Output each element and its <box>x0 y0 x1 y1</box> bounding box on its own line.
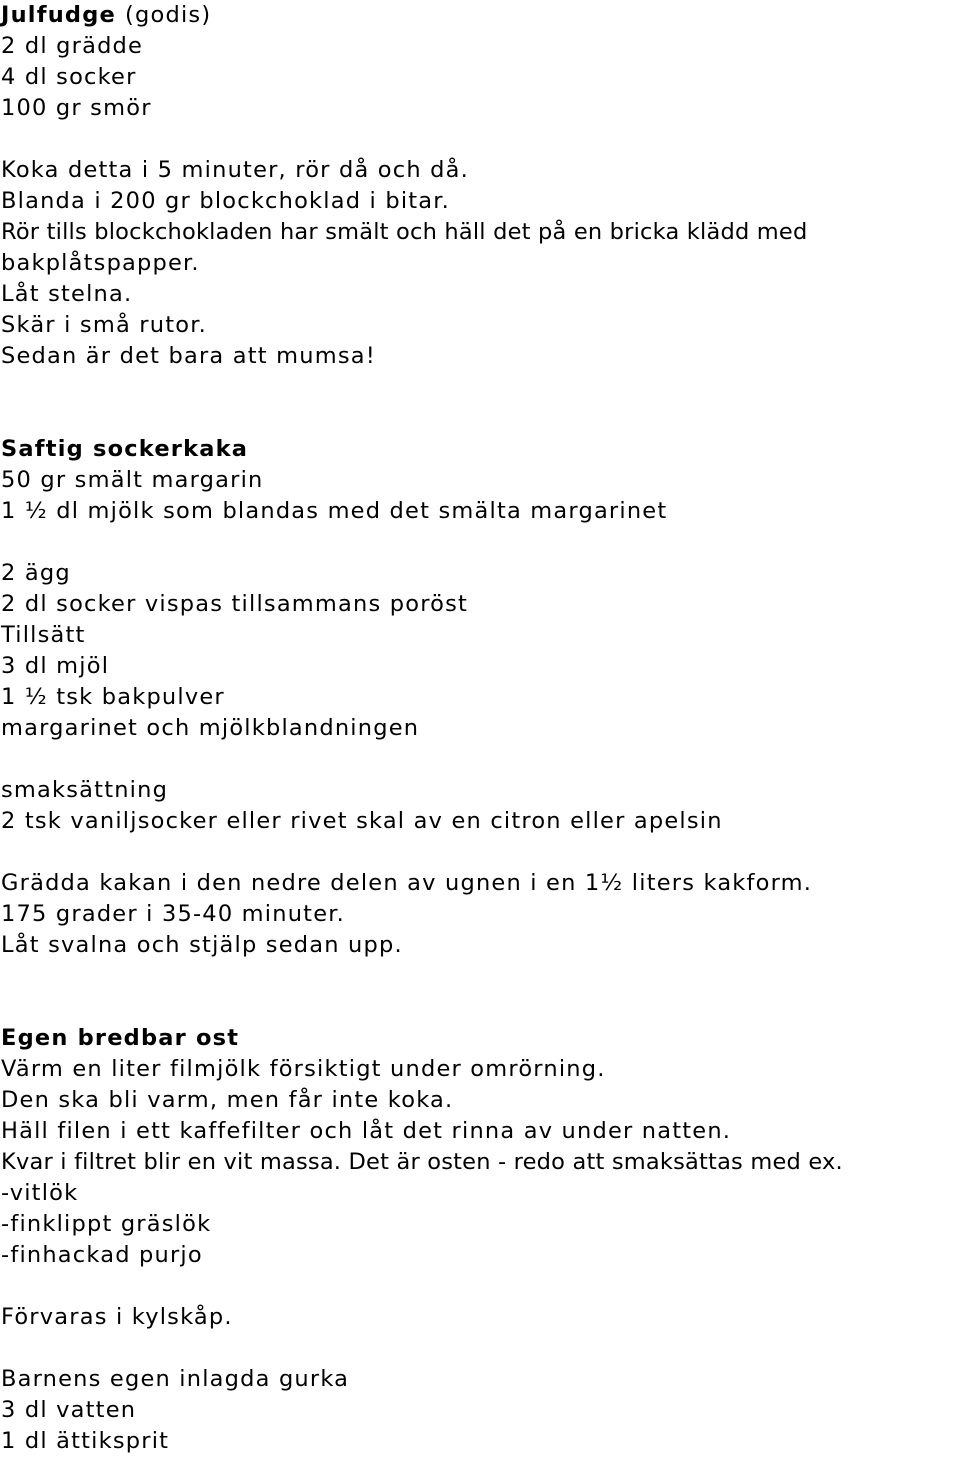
recipe-line: 2 dl socker vispas tillsammans poröst <box>1 591 469 617</box>
recipe-line: -vitlök <box>1 1180 79 1206</box>
recipe-line: bakplåtspapper. <box>1 250 200 276</box>
blank-line <box>1 403 960 434</box>
recipe-line: Blanda i 200 gr blockchoklad i bitar. <box>1 188 451 214</box>
recipe-section <box>1 0 960 434</box>
recipe-line: smaksättning <box>1 777 169 803</box>
blank-line <box>1 1333 960 1364</box>
blank-line <box>1 744 960 775</box>
blank-line <box>1 961 960 992</box>
recipe-line: 1 ½ tsk bakpulver <box>1 684 225 710</box>
recipe-section <box>1 1364 960 1457</box>
recipe-line: Sedan är det bara att mumsa! <box>1 343 376 369</box>
blank-line <box>1 992 960 1023</box>
recipe-title <box>1 0 960 31</box>
recipe-section <box>1 1023 960 1364</box>
recipe-line: Låt svalna och stjälp sedan upp. <box>1 932 403 958</box>
recipe-title-text: Saftig sockerkaka <box>1 436 249 462</box>
recipe-line: Skär i små rutor. <box>1 312 207 338</box>
recipe-line: 175 grader i 35-40 minuter. <box>1 901 345 927</box>
recipe-title-text: Egen bredbar ost <box>1 1025 240 1051</box>
recipe-title-note: (godis) <box>125 2 212 28</box>
recipe-line: Låt stelna. <box>1 281 133 307</box>
recipe-line: 1 dl ättiksprit <box>1 1428 170 1454</box>
blank-line <box>1 837 960 868</box>
recipe-section <box>1 434 960 1023</box>
recipe-title-text: Barnens egen inlagda gurka <box>1 1366 350 1392</box>
recipe-line: Koka detta i 5 minuter, rör då och då. <box>1 157 469 183</box>
recipe-line: 100 gr smör <box>1 95 152 121</box>
blank-line <box>1 124 960 155</box>
recipe-line: Den ska bli varm, men får inte koka. <box>1 1087 454 1113</box>
recipe-line: Förvaras i kylskåp. <box>1 1304 233 1330</box>
recipe-line: -finklippt gräslök <box>1 1211 212 1237</box>
recipe-title-text: Julfudge <box>1 2 116 28</box>
recipe-line: 4 dl socker <box>1 64 137 90</box>
recipe-line: 2 dl grädde <box>1 33 144 59</box>
recipe-title <box>1 1023 960 1054</box>
recipe-line: -finhackad purjo <box>1 1242 203 1268</box>
recipe-line: 3 dl vatten <box>1 1397 137 1423</box>
recipe-line: margarinet och mjölkblandningen <box>1 715 420 741</box>
blank-line <box>1 1271 960 1302</box>
recipe-title <box>1 434 960 465</box>
blank-line <box>1 372 960 403</box>
recipe-line: 1 ½ dl mjölk som blandas med det smälta margarinet <box>1 498 668 524</box>
recipe-line: 2 ägg <box>1 560 71 586</box>
recipe-line: 2 tsk vaniljsocker eller rivet skal av en citron eller apelsin <box>1 808 723 834</box>
recipe-line: Värm en liter filmjölk försiktigt under omrörning. <box>1 1056 606 1082</box>
recipe-line: Tillsätt <box>1 622 86 648</box>
recipe-line: Kvar i filtret blir en vit massa. Det är osten - redo att smaksättas med ex. <box>1 1149 843 1175</box>
recipe-line: 50 gr smält margarin <box>1 467 264 493</box>
recipe-line: Grädda kakan i den nedre delen av ugnen i en 1½ liters kakform. <box>1 870 813 896</box>
blank-line <box>1 527 960 558</box>
recipe-line: 3 dl mjöl <box>1 653 110 679</box>
recipe-line: Rör tills blockchokladen har smält och häll det på en bricka klädd med <box>1 219 808 245</box>
recipe-title <box>1 1364 960 1395</box>
recipe-line: Häll filen i ett kaffefilter och låt det rinna av under natten. <box>1 1118 732 1144</box>
